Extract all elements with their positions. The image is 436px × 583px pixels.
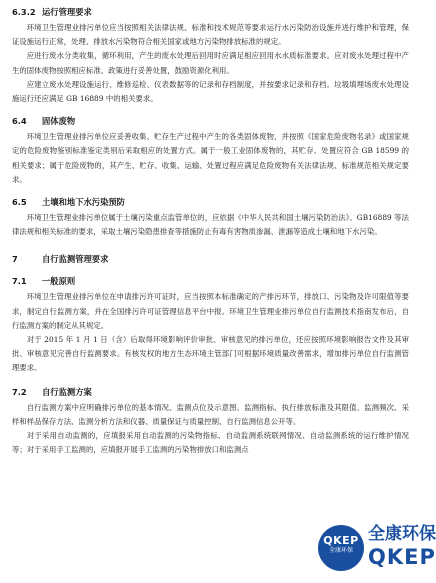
- section-title: 运行管理要求: [42, 7, 92, 17]
- badge-text-cn: 全康环保: [328, 547, 353, 554]
- paragraph: 应建立废水处理设施运行、维修巡检、仪表数据等的记录和存档制度，并按要求记录和存档。垃圾填埋场废水处理设施运行还应满足 GB 16889 中的相关要求。: [12, 79, 409, 104]
- section-title: 自行监测管理要求: [42, 254, 109, 265]
- paragraph: 对于采用自动监测的，应填报采用自动监测的污染物指标、自动监测系统联网情况、自动监测系统的运行维护情况等；对于采用手工监测的，应填报开展手工监测的污染物排放口和监测点: [12, 431, 409, 455]
- paragraph: 环境卫生管理业排污单位在申请排污许可证时，应当按照本标准确定的产排污环节，排放口、污染物及许可限值等要求，制定自行监测方案，并在全国排污许可证管理信息平台中报。环境卫生管理业排污单位自行监测技术指南发布后，自行监测方案的制定从其规定。: [12, 292, 409, 330]
- section-number: 7.1: [12, 276, 27, 287]
- section-heading-7: [12, 253, 409, 265]
- paragraph: 环境卫生管理业排污单位属于土壤污染重点监管单位的，应依据《中华人民共和国土壤污染防治法》、GB16889 等法律法规和相关标准的要求，采取土壤污染隐患排查等措施防止有毒有害物质渗漏、泄漏等造成土壤和地下水污染。: [12, 213, 409, 237]
- section-heading-6-4: [12, 115, 409, 127]
- paragraph: 环境卫生管理业排污单位应妥善收集、贮存生产过程中产生的各类固体废物，并按照《国家危险废物名录》或国家规定的危险废物鉴别标准鉴定类别后采取相应的处置方式。属于一般工业固体废物的，其贮存、处置应符合 GB 18599 的相关要求；属于危险废物的，其产生、贮存、收集、运输、处置过程应满足危险废物有关法律法规、标准规范相关规定要求。: [12, 132, 409, 184]
- section-title: 土壤和地下水污染预防: [42, 197, 125, 208]
- section-number: 6.5: [12, 197, 27, 208]
- section-title: 固体废物: [42, 116, 76, 127]
- paragraph: 自行监测方案中应明确排污单位的基本情况、监测点位及示意图、监测指标、执行排放标准及其限值、监测频次、采样和样品保存方法、监测分析方法和仪器、质量保证与质量控制、自行监测信息公开等。: [12, 402, 409, 426]
- section-heading-6-3-2: [12, 6, 409, 18]
- section-heading-7-1: [12, 275, 409, 287]
- section-number: 7.2: [12, 386, 27, 397]
- badge-text-en: QKEP: [323, 534, 359, 547]
- section-number: 6.4: [12, 116, 27, 127]
- section-number: 7: [12, 254, 18, 265]
- wordmark-en: QKEP: [368, 545, 436, 569]
- paragraph: 环境卫生管理业排污单位应当按照相关法律法规、标准和技术规范等要求运行水污染防治设施并进行维护和管理，保证设施运行正常，处理、排放水污染物符合相关国家或地方污染物排放标准的规定。: [12, 23, 409, 47]
- section-title: 自行监测方案: [42, 386, 92, 397]
- section-number: 6.3.2: [12, 7, 36, 17]
- section-title: 一般原则: [42, 276, 76, 287]
- section-heading-7-2: [12, 386, 409, 398]
- section-heading-6-5: [12, 196, 409, 208]
- wordmark-cn: 全康环保: [368, 524, 436, 544]
- paragraph: 对于 2015 年 1 月 1 日（含）后取得环境影响评价审批、审核意见的排污单位，还应按照环境影响报告文件及其审批、审核意见完善自行监测要求。有核发权的地方生态环境主管部门可根据环境质量改善需求，增加排污单位自行监测管理要求。: [12, 335, 409, 373]
- paragraph: 应进行废水分类收集，循环利用，产生的废水处理后回用时应满足相应回用水水质标准要求。应对废水处理过程中产生的固体废物按照相应标准、政策进行妥善处置，鼓励资源化利用。: [12, 51, 409, 75]
